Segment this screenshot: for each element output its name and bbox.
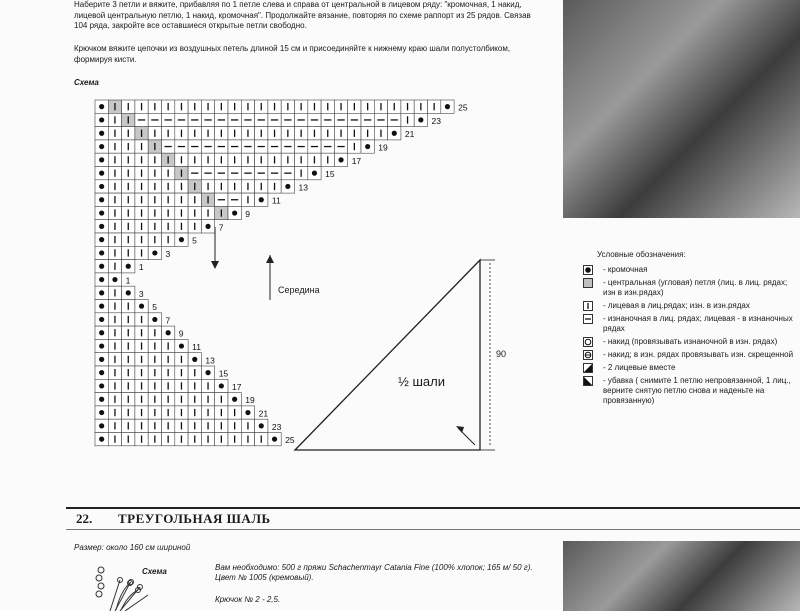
edge-stitch-symbol [99, 437, 104, 442]
row-number-label: 17 [351, 155, 362, 166]
edge-stitch-symbol [99, 277, 104, 282]
edge-stitch-symbol [272, 437, 277, 442]
legend-item-text: - накид; в изн. рядах провязывать изн. скрещенной [603, 350, 794, 359]
edge-stitch-symbol [166, 330, 171, 335]
row-number-label: 7 [165, 315, 171, 326]
row-number-label: 11 [271, 195, 281, 206]
legend-item-text: - 2 лицевые вместе [603, 363, 676, 372]
row-number-label: 9 [245, 209, 251, 220]
edge-stitch-symbol [232, 210, 237, 215]
legend [583, 265, 798, 409]
edge-stitch-symbol [139, 304, 144, 309]
edge-stitch-symbol [99, 290, 104, 295]
dash-icon [583, 314, 593, 324]
legend-item-text: - кромочная [603, 265, 648, 274]
section-title: ТРЕУГОЛЬНАЯ ШАЛЬ [118, 511, 271, 526]
edge-stitch-symbol [99, 357, 104, 362]
edge-stitch-symbol [152, 250, 157, 255]
row-number-label: 15 [218, 368, 229, 379]
edge-stitch-symbol [245, 410, 250, 415]
row-number-label: 5 [152, 302, 157, 313]
legend-item [583, 301, 798, 311]
edge-stitch-symbol [99, 343, 104, 348]
row-number-label: 5 [192, 235, 197, 246]
legend-item-text: - изнаночная в лиц. рядах; лицевая - в изнаночных рядах [603, 314, 793, 333]
row-number-label: 19 [245, 395, 255, 406]
edge-stitch-symbol [99, 210, 104, 215]
legend-item [583, 337, 798, 347]
edge-stitch-symbol [99, 117, 104, 122]
row-number-label: 7 [218, 222, 224, 233]
edge-stitch-symbol [99, 237, 104, 242]
edge-stitch-symbol [99, 397, 104, 402]
intro-text-2: Крючком вяжите цепочки из воздушных петель длиной 15 см и присоединяйте к нижнему краю шали полустолбиком, формируя кисти. [74, 44, 511, 64]
edge-stitch-symbol [205, 370, 210, 375]
edge-stitch-symbol [445, 104, 450, 109]
hook-text: Крючок № 2 - 2,5. [215, 595, 281, 604]
edge-stitch-symbol [99, 157, 104, 162]
row-number-label: 21 [258, 408, 269, 419]
row-number-label: 25 [285, 435, 295, 446]
section-number: 22. [76, 511, 93, 526]
edge-stitch-symbol [99, 383, 104, 388]
edge-stitch-symbol [99, 104, 104, 109]
section-divider-thin [66, 529, 800, 530]
edge-stitch-symbol [259, 197, 264, 202]
edge-stitch-symbol [99, 197, 104, 202]
triangle-outline [295, 260, 480, 450]
row-number-label: 3 [138, 288, 144, 299]
edge-stitch-symbol [99, 304, 104, 309]
edge-stitch-symbol [99, 317, 104, 322]
edge-stitch-symbol [365, 144, 370, 149]
edge-stitch-symbol [126, 264, 131, 269]
ssk-icon [583, 376, 593, 386]
edge-stitch-symbol [192, 357, 197, 362]
middle-arrow-right-head [266, 255, 274, 263]
row-number-label: 13 [205, 355, 215, 366]
size-text: Размер: около 160 см шириной [74, 543, 191, 552]
row-number-label: 3 [165, 248, 171, 259]
gray-icon [583, 278, 593, 288]
row-number-label: 1 [138, 262, 144, 273]
edge-stitch-symbol [285, 184, 290, 189]
edge-stitch-symbol [99, 184, 104, 189]
row-number-label: 23 [431, 115, 441, 126]
legend-item-text: - накид (провязывать изнаночной в изн. рядах) [603, 337, 778, 346]
crochet-fans [100, 575, 160, 611]
dot-icon [583, 265, 593, 275]
row-number-label: 17 [232, 381, 242, 392]
row-number-label: 9 [178, 328, 184, 339]
legend-item [583, 278, 798, 298]
vbar-icon [583, 301, 593, 311]
legend-item-text: - центральная (угловая) петля (лиц. в лиц. рядах; изн в изн.рядах) [603, 278, 788, 297]
edge-stitch-symbol [99, 264, 104, 269]
edge-stitch-symbol [418, 117, 423, 122]
legend-item [583, 363, 798, 373]
legend-item-text: - лицевая в лиц.рядах; изн. в изн.рядах [603, 301, 750, 310]
edge-stitch-symbol [232, 397, 237, 402]
edge-stitch-symbol [99, 423, 104, 428]
edge-stitch-symbol [126, 290, 131, 295]
edge-stitch-symbol [99, 224, 104, 229]
edge-stitch-symbol [259, 423, 264, 428]
edge-stitch-symbol [99, 370, 104, 375]
edge-stitch-symbol [112, 277, 117, 282]
height-label: 90 [496, 349, 507, 359]
k2tog-icon [583, 363, 593, 373]
edge-stitch-symbol [205, 224, 210, 229]
model-photo [563, 541, 800, 611]
schema-label: Схема [74, 78, 99, 87]
row-number-label: 19 [378, 142, 388, 153]
edge-stitch-symbol [152, 317, 157, 322]
edge-stitch-symbol [338, 157, 343, 162]
legend-item [583, 265, 798, 275]
edge-stitch-symbol [99, 131, 104, 136]
intro-text-1: Наберите 3 петли и вяжите, прибавляя по 1 петле слева и справа от центральной в лицевом ряду: "кромочная, 1 накид, лицевой центральную петлю, 1 накид, кромочная". Продолжайте вязание, повторяя по схеме раппорт из 25 рядов. Связав 104 ряда, закройте все оставшиеся открытые петли свободно. [74, 0, 531, 30]
legend-item-text: - убавка ( снимите 1 петлю непровязанной, 1 лиц., верните снятую петлю снова и наденьте на провязанную) [603, 376, 791, 405]
legend-title: Условные обозначения: [597, 250, 686, 259]
edge-stitch-symbol [99, 144, 104, 149]
row-number-label: 25 [458, 102, 468, 113]
edge-stitch-symbol [312, 171, 317, 176]
row-number-label: 1 [125, 275, 131, 286]
row-number-label: 23 [271, 421, 282, 432]
edge-stitch-symbol [99, 330, 104, 335]
edge-stitch-symbol [392, 131, 397, 136]
edge-stitch-symbol [179, 343, 184, 348]
middle-label: Середина [278, 285, 320, 295]
edge-stitch-symbol [99, 250, 104, 255]
row-number-label: 11 [192, 342, 201, 353]
shawl-photo [563, 0, 800, 218]
row-number-label: 13 [298, 182, 308, 193]
half-shawl-diagram [290, 255, 510, 455]
edge-stitch-symbol [99, 171, 104, 176]
edge-stitch-symbol [219, 383, 224, 388]
schema-label-2: Схема [142, 567, 167, 576]
middle-arrow-left-head [211, 261, 219, 269]
circle-dash-icon [583, 350, 593, 360]
materials-text: Вам необходимо: 500 г пряжи Schachenmayr Catania Fine (100% хлопок; 165 м/ 50 г). Цвет № 1005 (кремовый). [215, 563, 533, 582]
half-shawl-label: ½ шали [398, 374, 445, 389]
section-divider [66, 507, 800, 509]
legend-item [583, 350, 798, 360]
edge-stitch-symbol [99, 410, 104, 415]
row-number-label: 15 [325, 169, 335, 180]
legend-item [583, 376, 798, 406]
legend-item [583, 314, 798, 334]
row-number-label: 21 [404, 129, 415, 140]
circle-icon [583, 337, 593, 347]
edge-stitch-symbol [179, 237, 184, 242]
